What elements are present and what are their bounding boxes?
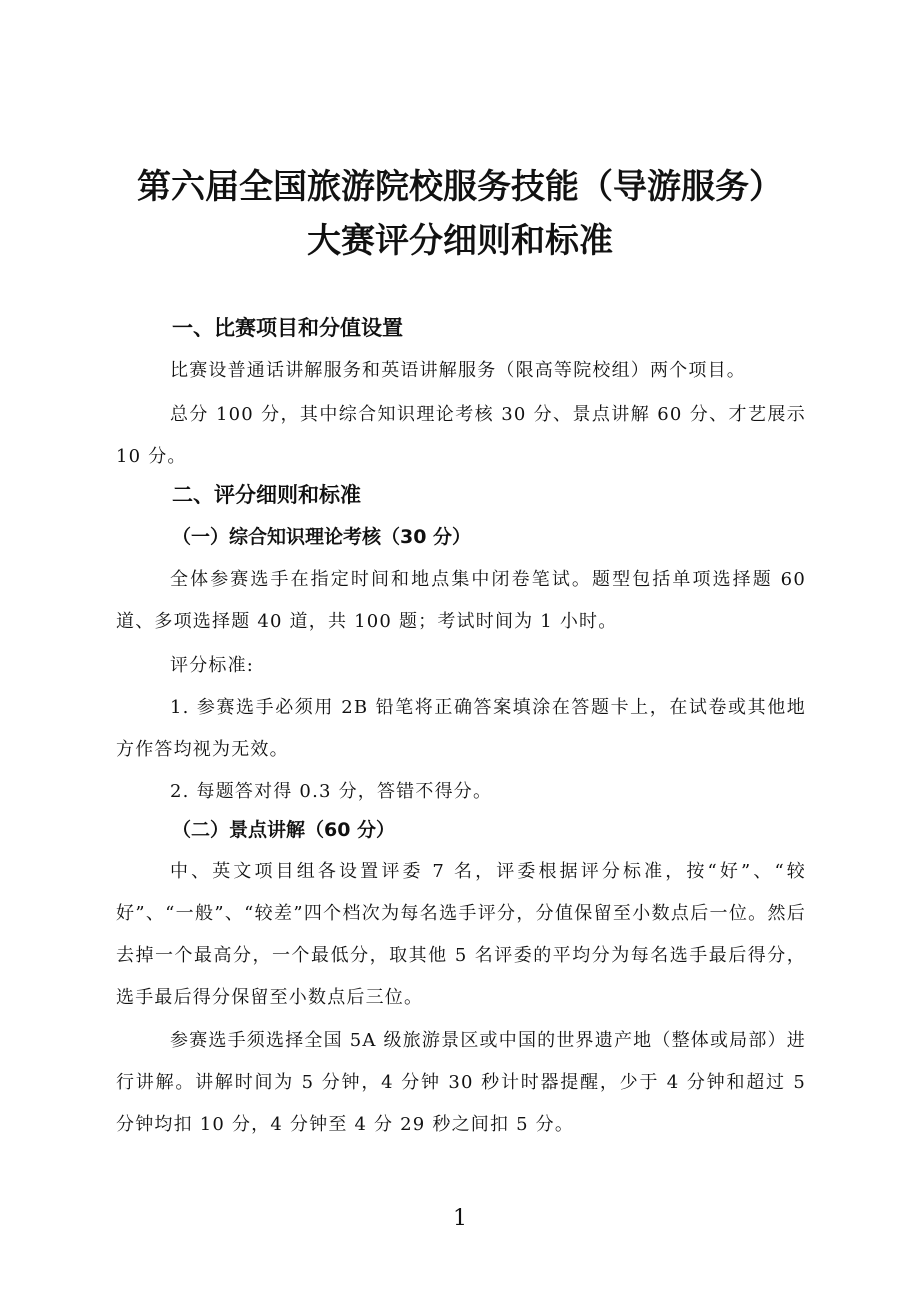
section-2-heading: 二、评分细则和标准 bbox=[172, 483, 361, 507]
subsection-1-paragraph-3: 1. 参赛选手必须用 2B 铅笔将正确答案填涂在答题卡上，在试卷或其他地方作答均视为无效。 bbox=[116, 697, 806, 760]
document-title-line-2: 大赛评分细则和标准 bbox=[307, 221, 613, 261]
subsection-1-paragraph-2: 评分标准: bbox=[170, 655, 255, 676]
subsection-1-paragraph-1: 全体参赛选手在指定时间和地点集中闭卷笔试。题型包括单项选择题 60 道、多项选择题 40 道，共 100 题；考试时间为 1 小时。 bbox=[116, 569, 806, 632]
document-title-line-1: 第六届全国旅游院校服务技能（导游服务） bbox=[137, 167, 783, 207]
subsection-1-paragraph-4: 2. 每题答对得 0.3 分，答错不得分。 bbox=[170, 781, 493, 802]
subsection-2-heading: （二）景点讲解（60 分） bbox=[172, 819, 396, 841]
section-1-paragraph-1: 比赛设普通话讲解服务和英语讲解服务（限高等院校组）两个项目。 bbox=[170, 360, 746, 381]
section-1-heading: 一、比赛项目和分值设置 bbox=[172, 316, 403, 340]
subsection-2-paragraph-1: 中、英文项目组各设置评委 7 名，评委根据评分标准，按“好”、“较好”、“一般”、“较差”四个档次为每名选手评分，分值保留至小数点后一位。然后去掉一个最高分，一个最低分，取其他 5 名评委的平均分为每名选手最后得分，选手最后得分保留至小数点后三位。 bbox=[116, 861, 806, 1008]
page-number: 1 bbox=[453, 1206, 467, 1231]
subsection-1-heading: （一）综合知识理论考核（30 分） bbox=[172, 526, 472, 548]
subsection-2-paragraph-2: 参赛选手须选择全国 5A 级旅游景区或中国的世界遗产地（整体或局部）进行讲解。讲解时间为 5 分钟，4 分钟 30 秒计时器提醒，少于 4 分钟和超过 5 分钟均扣 10 分，4 分钟至 4 分 29 秒之间扣 5 分。 bbox=[116, 1030, 806, 1135]
section-1-paragraph-2: 总分 100 分，其中综合知识理论考核 30 分、景点讲解 60 分、才艺展示 10 分。 bbox=[116, 404, 806, 467]
